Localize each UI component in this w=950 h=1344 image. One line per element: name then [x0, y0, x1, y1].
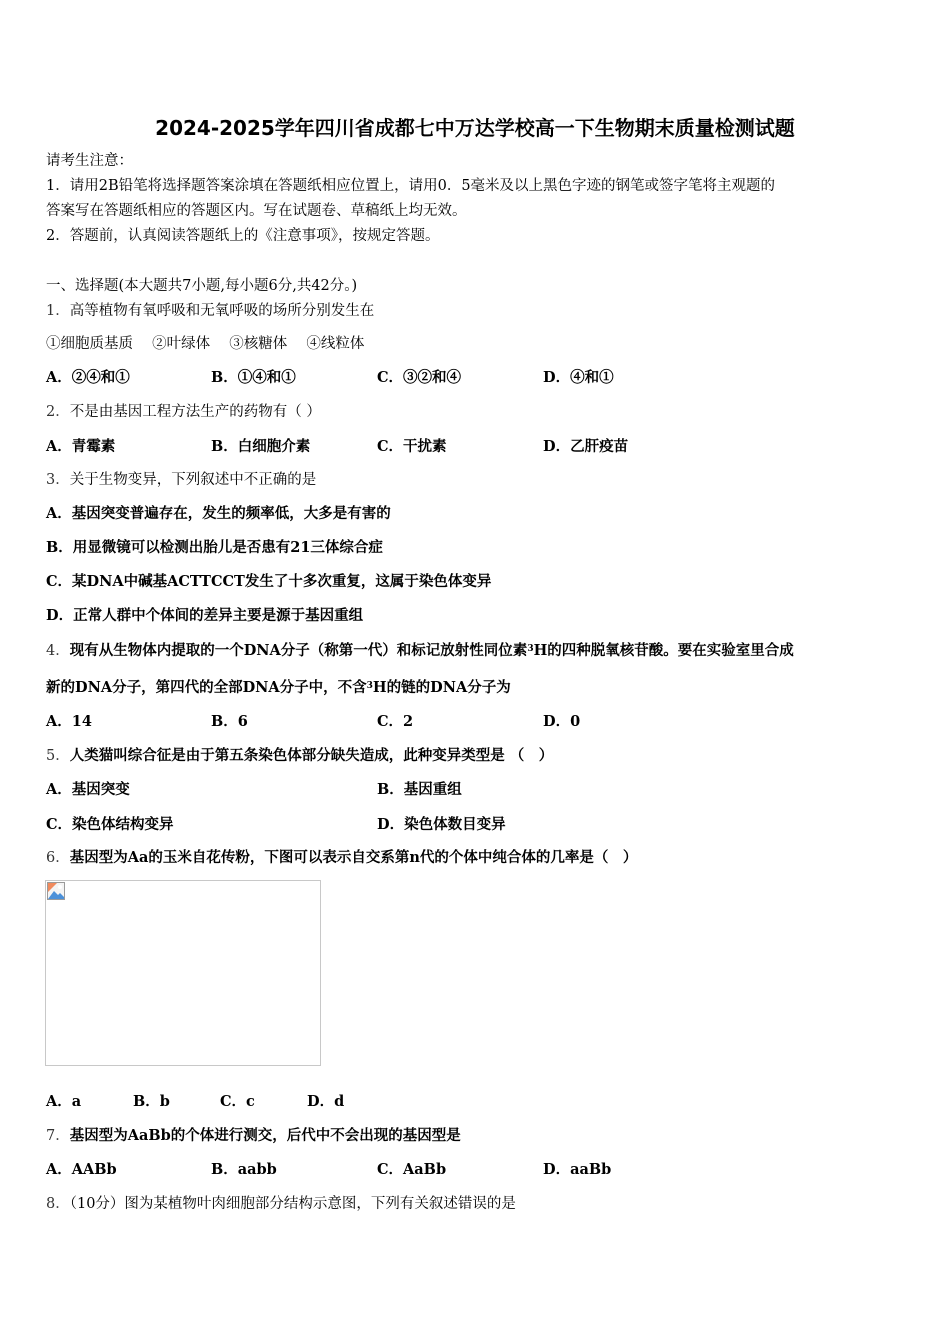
notice-line-2: 答案写在答题纸相应的答题区内。写在试题卷、草稿纸上均无效。 — [46, 203, 467, 219]
question-number: 7． — [46, 1128, 70, 1144]
question-3 — [46, 470, 316, 490]
q2-option-b: B．白细胞介素 — [211, 438, 311, 455]
q7-option-a: A．AABb — [46, 1161, 117, 1178]
q1-option-d: D．④和① — [543, 369, 614, 386]
q6-option-d: D．d — [307, 1093, 345, 1110]
q4-option-c: C．2 — [377, 713, 414, 730]
q7-option-b: B．aabb — [211, 1161, 277, 1178]
q1-option-b: B．①④和① — [211, 369, 296, 386]
question-stem-a: 现有从生物体内提取的一个DNA分子（称第一代）和标记放射性同位素 — [69, 642, 528, 659]
question-stem: 不是由基因工程方法生产的药物有（ ） — [69, 404, 321, 420]
question-stem: 关于生物变异，下列叙述中不正确的是 — [69, 472, 317, 488]
q6-option-c: C．c — [220, 1093, 255, 1110]
section-heading: 一、选择题(本大题共7小题,每小题6分,共42分。) — [46, 278, 358, 294]
superscript-3: 3 — [527, 644, 534, 654]
question-number: 1． — [46, 303, 70, 319]
q3-option-a: A．基因突变普遍存在，发生的频率低，大多是有害的 — [46, 505, 391, 522]
question-4-line-2 — [46, 678, 511, 698]
q3-option-b: B．用显微镜可以检测出胎儿是否患有21三体综合症 — [46, 539, 383, 556]
question-number: 3． — [46, 472, 70, 488]
notice-line-1: 1．请用2B铅笔将选择题答案涂填在答题纸相应位置上，请用0．5毫米及以上黑色字迹的钢笔或签字笔将主观题的 — [46, 178, 776, 194]
q3-option-c: C．某DNA中碱基ACTTCCT发生了十多次重复，这属于染色体变异 — [46, 573, 492, 590]
question-stem-line2-b: H的链的DNA分子为 — [372, 679, 511, 696]
question-6-figure — [45, 880, 321, 1066]
question-stem: 基因型为AaBb的个体进行测交，后代中不会出现的基因型是 — [69, 1127, 461, 1144]
question-number: 2． — [46, 404, 70, 420]
q2-option-d: D．乙肝疫苗 — [543, 438, 629, 455]
question-number: 4． — [46, 643, 70, 659]
superscript-3: 3 — [366, 681, 373, 691]
q4-option-b: B．6 — [211, 713, 248, 730]
question-4 — [46, 641, 794, 661]
q4-option-a: A．14 — [46, 713, 92, 730]
q7-option-d: D．aaBb — [543, 1161, 612, 1178]
question-number: 8． — [46, 1196, 70, 1212]
q1-option-a: A．②④和① — [46, 369, 130, 386]
question-stem-b: H的四种脱氧核苷酸。要在实验室里合成 — [533, 642, 794, 659]
question-1-items: ①细胞质基质 ②叶绿体 ③核糖体 ④线粒体 — [46, 336, 365, 352]
question-1 — [46, 301, 374, 321]
q5-option-b: B．基因重组 — [377, 781, 462, 798]
question-number: 5． — [46, 748, 70, 764]
q1-option-c: C．③②和④ — [377, 369, 462, 386]
q3-option-d: D．正常人群中个体间的差异主要是源于基因重组 — [46, 607, 364, 624]
notice-line-3: 2．答题前，认真阅读答题纸上的《注意事项》，按规定答题。 — [46, 228, 440, 244]
q5-option-c: C．染色体结构变异 — [46, 816, 174, 833]
question-number: 6． — [46, 850, 70, 866]
question-6 — [46, 848, 637, 868]
q4-option-d: D．0 — [543, 713, 581, 730]
page-title: 2024-2025学年四川省成都七中万达学校高一下生物期末质量检测试题 — [155, 116, 795, 140]
question-7 — [46, 1126, 461, 1146]
question-2 — [46, 402, 321, 422]
question-8 — [46, 1194, 516, 1214]
q6-option-b: B．b — [133, 1093, 170, 1110]
q2-option-a: A．青霉素 — [46, 438, 116, 455]
q6-option-a: A．a — [46, 1093, 82, 1110]
question-stem: 基因型为Aa的玉米自花传粉，下图可以表示自交系第n代的个体中纯合体的几率是（ ） — [69, 849, 638, 866]
question-stem-line2-a: 新的DNA分子，第四代的全部DNA分子中，不含 — [46, 679, 367, 696]
question-stem: 高等植物有氧呼吸和无氧呼吸的场所分别发生在 — [69, 303, 375, 319]
broken-image-icon — [47, 882, 65, 900]
notice-heading: 请考生注意： — [46, 153, 133, 169]
q5-option-d: D．染色体数目变异 — [377, 816, 506, 833]
q5-option-a: A．基因突变 — [46, 781, 130, 798]
question-stem: 人类猫叫综合征是由于第五条染色体部分缺失造成，此种变异类型是 （ ） — [69, 747, 554, 764]
question-stem: （10分）图为某植物叶肉细胞部分结构示意图，下列有关叙述错误的是 — [69, 1196, 516, 1212]
q2-option-c: C．干扰素 — [377, 438, 447, 455]
q7-option-c: C．AaBb — [377, 1161, 447, 1178]
question-5 — [46, 746, 553, 766]
